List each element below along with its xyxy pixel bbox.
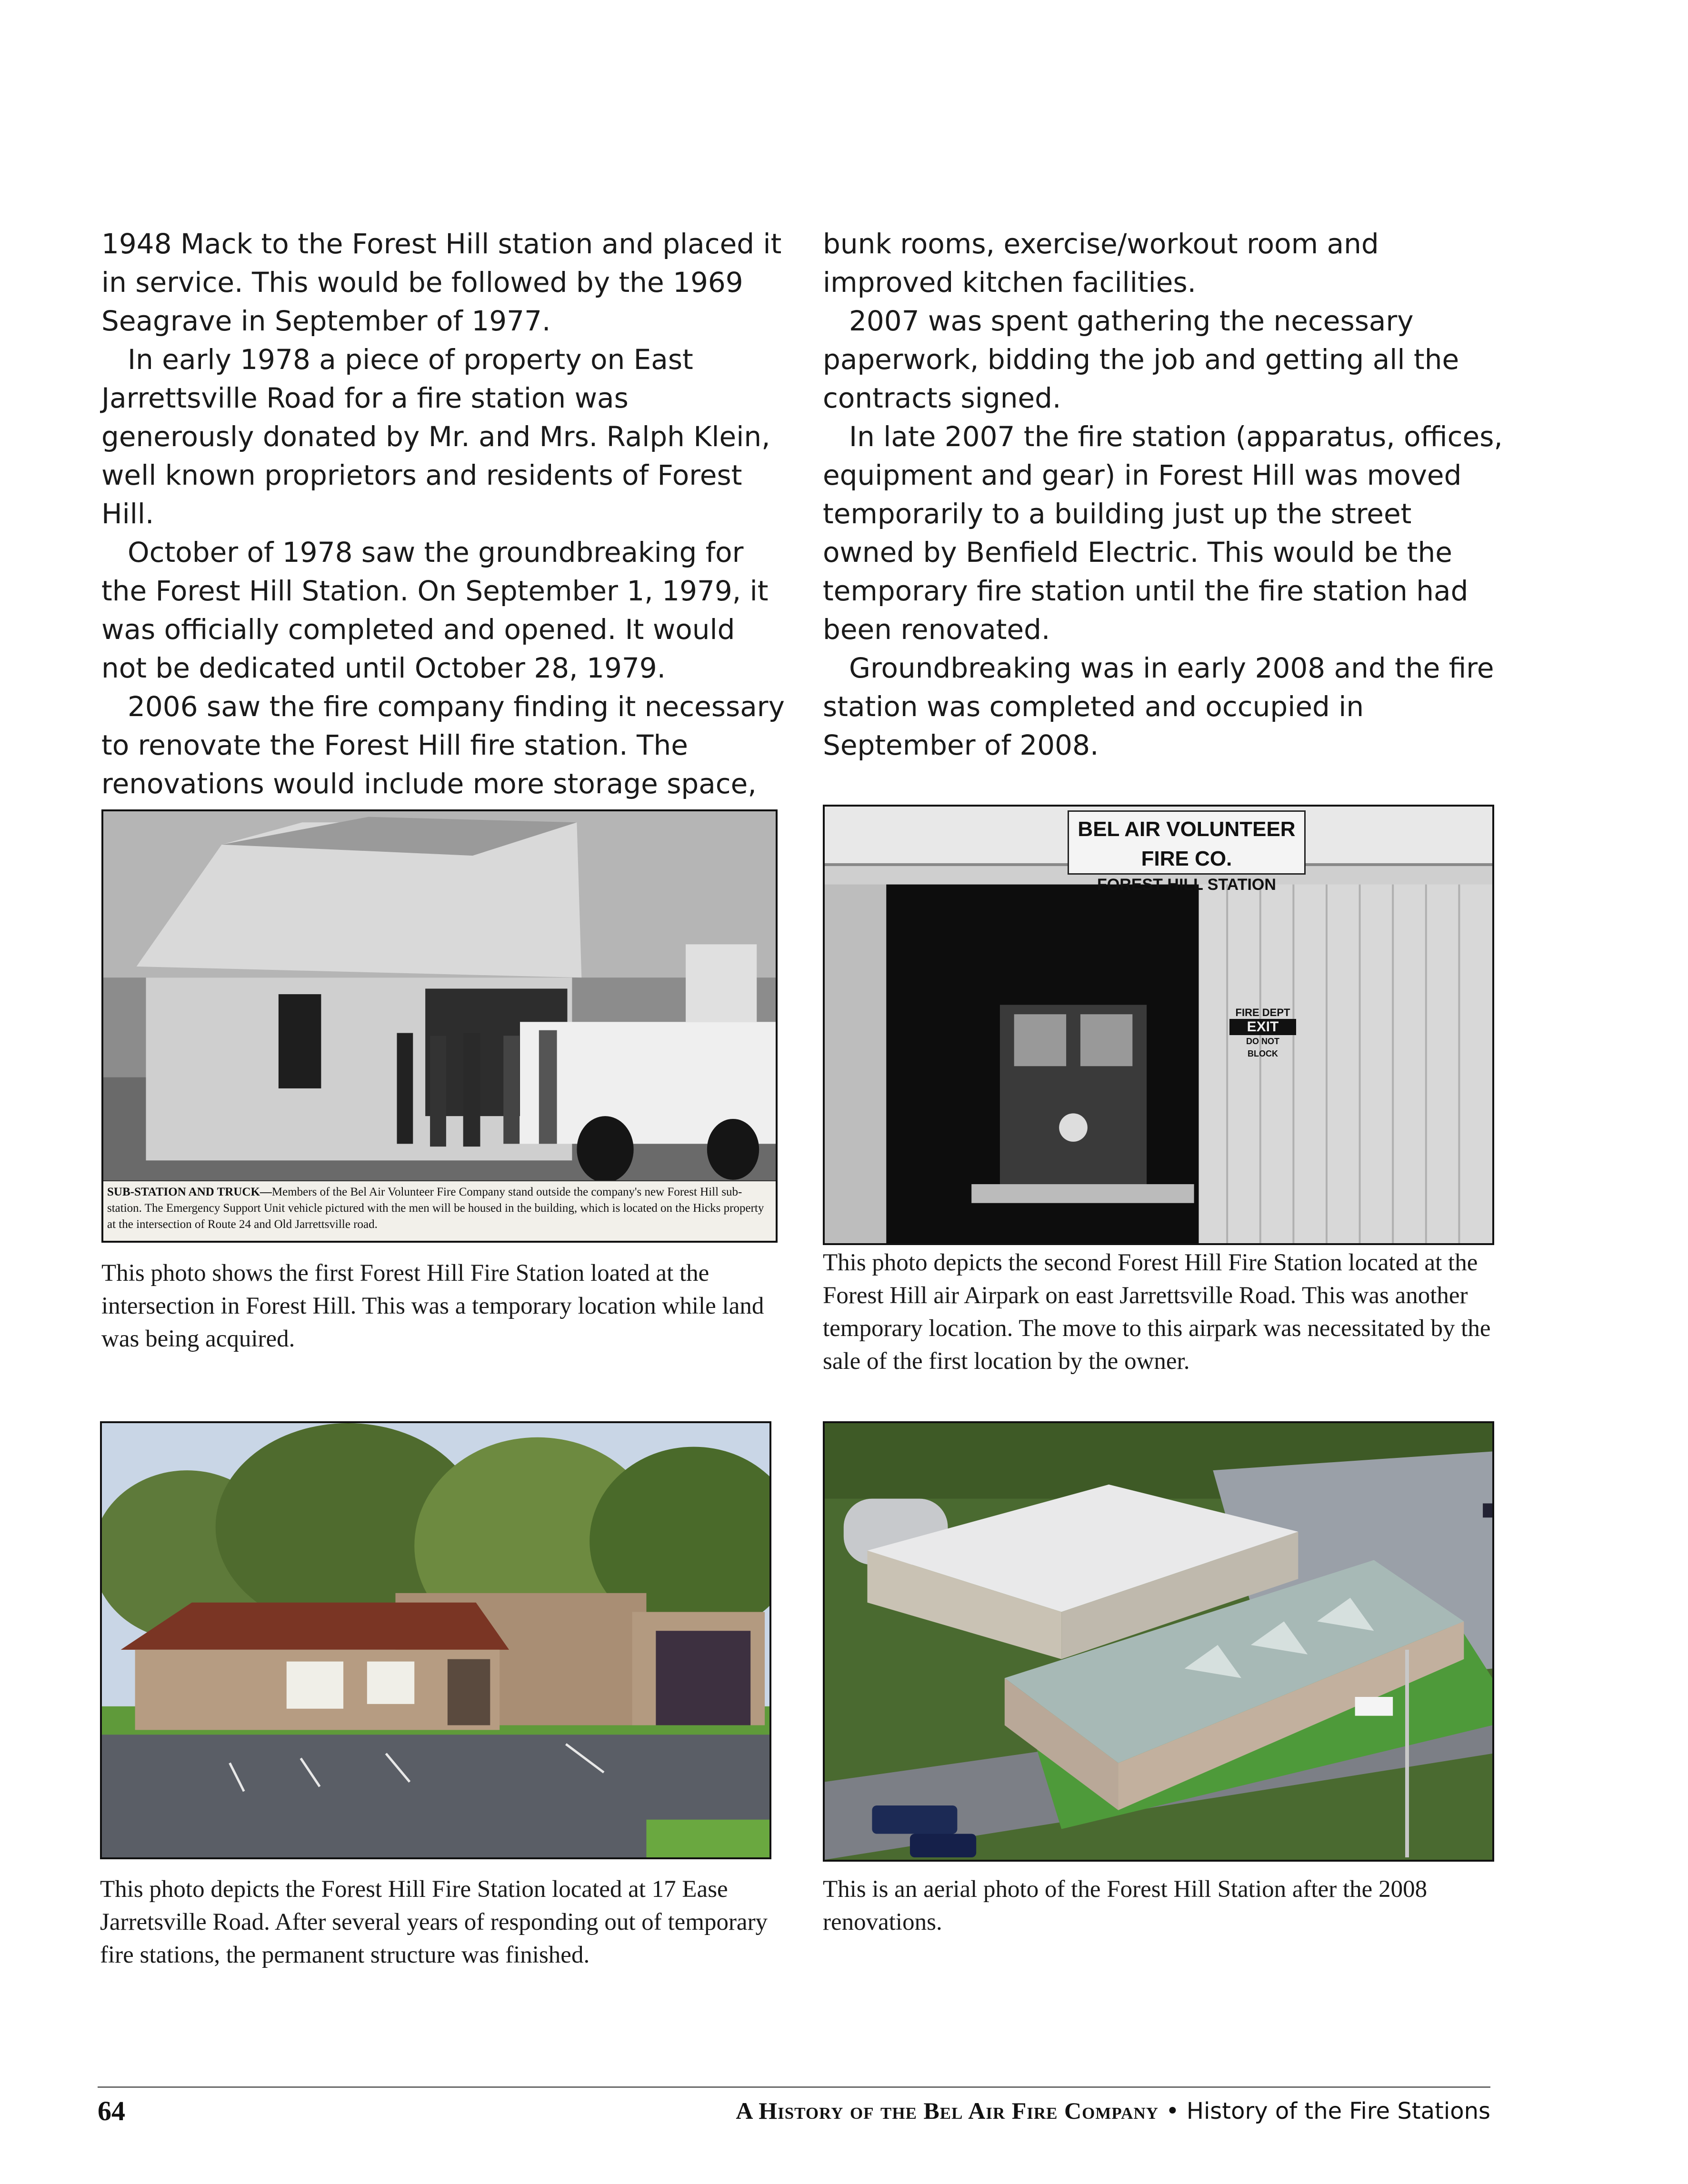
paragraph: Groundbreaking was in early 2008 and the fire station was completed and occupied in September of 2008. [823, 652, 1494, 761]
station-sign [1068, 810, 1306, 894]
caption-second-station [823, 1247, 1499, 1378]
newsprint-caption-lead: SUB-STATION AND TRUCK— [107, 1186, 272, 1198]
right-text-column [823, 225, 1508, 765]
newsprint-caption-text: Members of the Bel Air Volunteer Fire Company stand outside the company's new Forest Hill sub-station. The Emergency Support Unit vehicle pictured with the men will be housed in the building, which is located on the Hicks property at the intersection of Route 24 and Old Jarrettsville road. [107, 1186, 764, 1231]
running-head-separator: • [1159, 2098, 1187, 2124]
paragraph: 1948 Mack to the Forest Hill station and placed it in service. This would be followed by the 1969 Seagrave in September of 1977. [101, 228, 782, 337]
photo-second-station [823, 805, 1494, 1245]
paragraph: 2006 saw the fire company finding it necessary to renovate the Forest Hill fire station. The renovations would include more storage space, [101, 690, 785, 800]
caption-aerial-station [823, 1873, 1499, 1939]
caption-text: This is an aerial photo of the Forest Hill Station after the 2008 renovations. [823, 1876, 1428, 1935]
caption-text: This photo depicts the Forest Hill Fire Station located at 17 Ease Jarretsville Road. After several years of responding out of temporary fire stations, the permanent structure was finished. [100, 1876, 768, 1968]
caption-text: This photo shows the first Forest Hill Fire Station loated at the intersection in Forest Hill. This was a temporary location while land was being acquired. [101, 1260, 764, 1352]
caption-text: This photo depicts the second Forest Hill Fire Station located at the Forest Hill air Airpark on east Jarrettsville Road. This was another temporary location. The move to this airpark was necessitated by the sale of the first location by the owner. [823, 1249, 1491, 1375]
paragraph: In early 1978 a piece of property on East Jarrettsville Road for a fire station was generously donated by Mr. and Mrs. Ralph Klein, well known proprietors and residents of Forest Hill. [101, 343, 770, 530]
running-head [736, 2097, 1490, 2124]
photo-first-station [101, 809, 778, 1243]
exit-sign-fire-dept: FIRE DEPT [1235, 1007, 1290, 1018]
exit-sign-block: BLOCK [1248, 1049, 1278, 1058]
left-text-column [101, 225, 787, 803]
newsprint-caption [103, 1180, 776, 1243]
footer-rule [98, 2086, 1490, 2088]
section-title: History of the Fire Stations [1186, 2098, 1490, 2124]
page-number: 64 [98, 2095, 125, 2126]
photo-aerial-station-image [825, 1423, 1492, 1860]
station-sign-line1: BEL AIR VOLUNTEER FIRE CO. [1078, 818, 1296, 870]
photo-first-station-image [103, 811, 776, 1241]
caption-first-station [101, 1257, 778, 1356]
paragraph: bunk rooms, exercise/workout room and improved kitchen facilities. [823, 228, 1379, 299]
book-title: A History of the Bel Air Fire Company [736, 2097, 1159, 2124]
caption-permanent-station [100, 1873, 776, 1972]
paragraph: October of 1978 saw the groundbreaking for the Forest Hill Station. On September 1, 1979, it was officially completed and opened. It would not be dedicated until October 28, 1979. [101, 536, 769, 684]
photo-aerial-station [823, 1421, 1494, 1862]
exit-sign-exit: EXIT [1229, 1019, 1296, 1035]
photo-permanent-station-image [102, 1423, 769, 1857]
paragraph: 2007 was spent gathering the necessary paperwork, bidding the job and getting all the contracts signed. [823, 305, 1459, 414]
paragraph: In late 2007 the fire station (apparatus, offices, equipment and gear) in Forest Hill was moved temporarily to a building just up the street owned by Benfield Electric. This would be the temporary fire station until the fire station had been renovated. [823, 420, 1503, 646]
exit-sign [1229, 1007, 1296, 1060]
exit-sign-do-not: DO NOT [1246, 1037, 1279, 1046]
photo-permanent-station [100, 1421, 771, 1859]
station-sign-line2: FOREST HILL STATION [1097, 876, 1276, 894]
